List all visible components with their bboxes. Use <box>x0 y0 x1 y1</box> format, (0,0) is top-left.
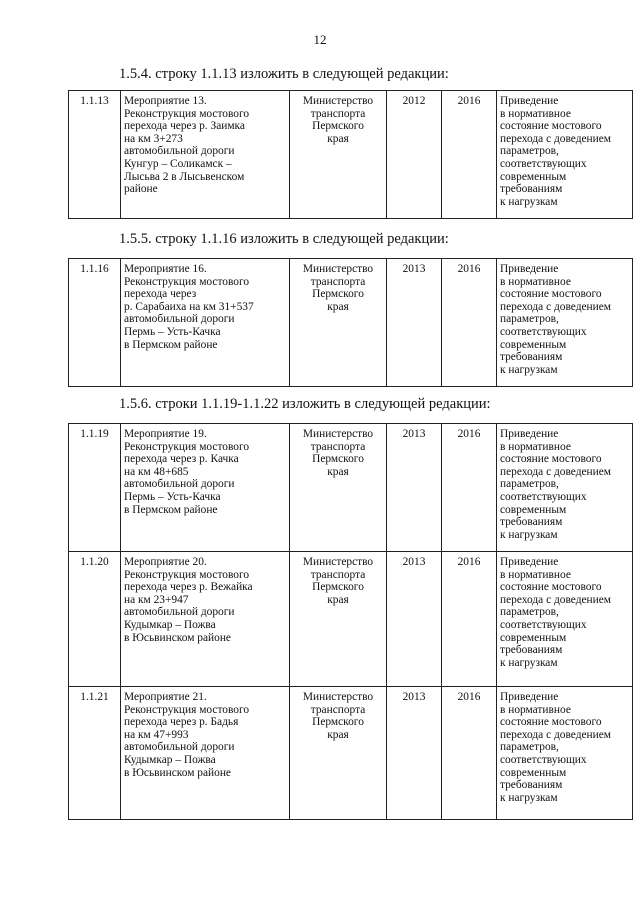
table-row <box>69 424 633 552</box>
row-result: Приведение в нормативное состояние мостового перехода с доведением параметров, соответствующих современным требованиям к нагрузкам <box>497 259 633 387</box>
table-row <box>69 91 633 219</box>
row-end-year: 2016 <box>442 687 497 820</box>
section-heading: 1.5.4. строку 1.1.13 изложить в следующей редакции: <box>119 66 449 82</box>
row-description: Мероприятие 13. Реконструкция мостового перехода через р. Заимка на км 3+273 автомобильной дороги Кунгур – Соликамск – Лысьва 2 в Лысьвенском районе <box>121 91 290 219</box>
row-start-year: 2013 <box>387 687 442 820</box>
row-number: 1.1.20 <box>69 552 121 687</box>
row-start-year: 2013 <box>387 259 442 387</box>
row-result: Приведение в нормативное состояние мостового перехода с доведением параметров, соответствующих современным требованиям к нагрузкам <box>497 424 633 552</box>
row-number: 1.1.16 <box>69 259 121 387</box>
section-heading: 1.5.6. строки 1.1.19-1.1.22 изложить в следующей редакции: <box>119 396 491 412</box>
row-end-year: 2016 <box>442 552 497 687</box>
section-table <box>68 90 633 219</box>
row-organization: Министерство транспорта Пермского края <box>290 91 387 219</box>
row-result: Приведение в нормативное состояние мостового перехода с доведением параметров, соответствующих современным требованиям к нагрузкам <box>497 687 633 820</box>
row-description: Мероприятие 16. Реконструкция мостового перехода через р. Сарабаиха на км 31+537 автомобильной дороги Пермь – Усть-Качка в Пермском районе <box>121 259 290 387</box>
row-start-year: 2013 <box>387 552 442 687</box>
row-description: Мероприятие 20. Реконструкция мостового перехода через р. Вежайка на км 23+947 автомобильной дороги Кудымкар – Пожва в Юсьвинском районе <box>121 552 290 687</box>
table-row <box>69 259 633 387</box>
section-heading: 1.5.5. строку 1.1.16 изложить в следующей редакции: <box>119 231 449 247</box>
table-row <box>69 687 633 820</box>
row-end-year: 2016 <box>442 259 497 387</box>
table-row <box>69 552 633 687</box>
row-end-year: 2016 <box>442 91 497 219</box>
row-start-year: 2013 <box>387 424 442 552</box>
row-start-year: 2012 <box>387 91 442 219</box>
row-number: 1.1.21 <box>69 687 121 820</box>
row-number: 1.1.13 <box>69 91 121 219</box>
page-number: 12 <box>313 32 327 47</box>
row-description: Мероприятие 19. Реконструкция мостового перехода через р. Качка на км 48+685 автомобильной дороги Пермь – Усть-Качка в Пермском районе <box>121 424 290 552</box>
row-organization: Министерство транспорта Пермского края <box>290 687 387 820</box>
section-table <box>68 423 633 820</box>
row-organization: Министерство транспорта Пермского края <box>290 424 387 552</box>
row-number: 1.1.19 <box>69 424 121 552</box>
row-organization: Министерство транспорта Пермского края <box>290 552 387 687</box>
row-result: Приведение в нормативное состояние мостового перехода с доведением параметров, соответствующих современным требованиям к нагрузкам <box>497 552 633 687</box>
row-organization: Министерство транспорта Пермского края <box>290 259 387 387</box>
row-result: Приведение в нормативное состояние мостового перехода с доведением параметров, соответствующих современным требованиям к нагрузкам <box>497 91 633 219</box>
row-end-year: 2016 <box>442 424 497 552</box>
section-table <box>68 258 633 387</box>
row-description: Мероприятие 21. Реконструкция мостового перехода через р. Бадья на км 47+993 автомобильной дороги Кудымкар – Пожва в Юсьвинском районе <box>121 687 290 820</box>
